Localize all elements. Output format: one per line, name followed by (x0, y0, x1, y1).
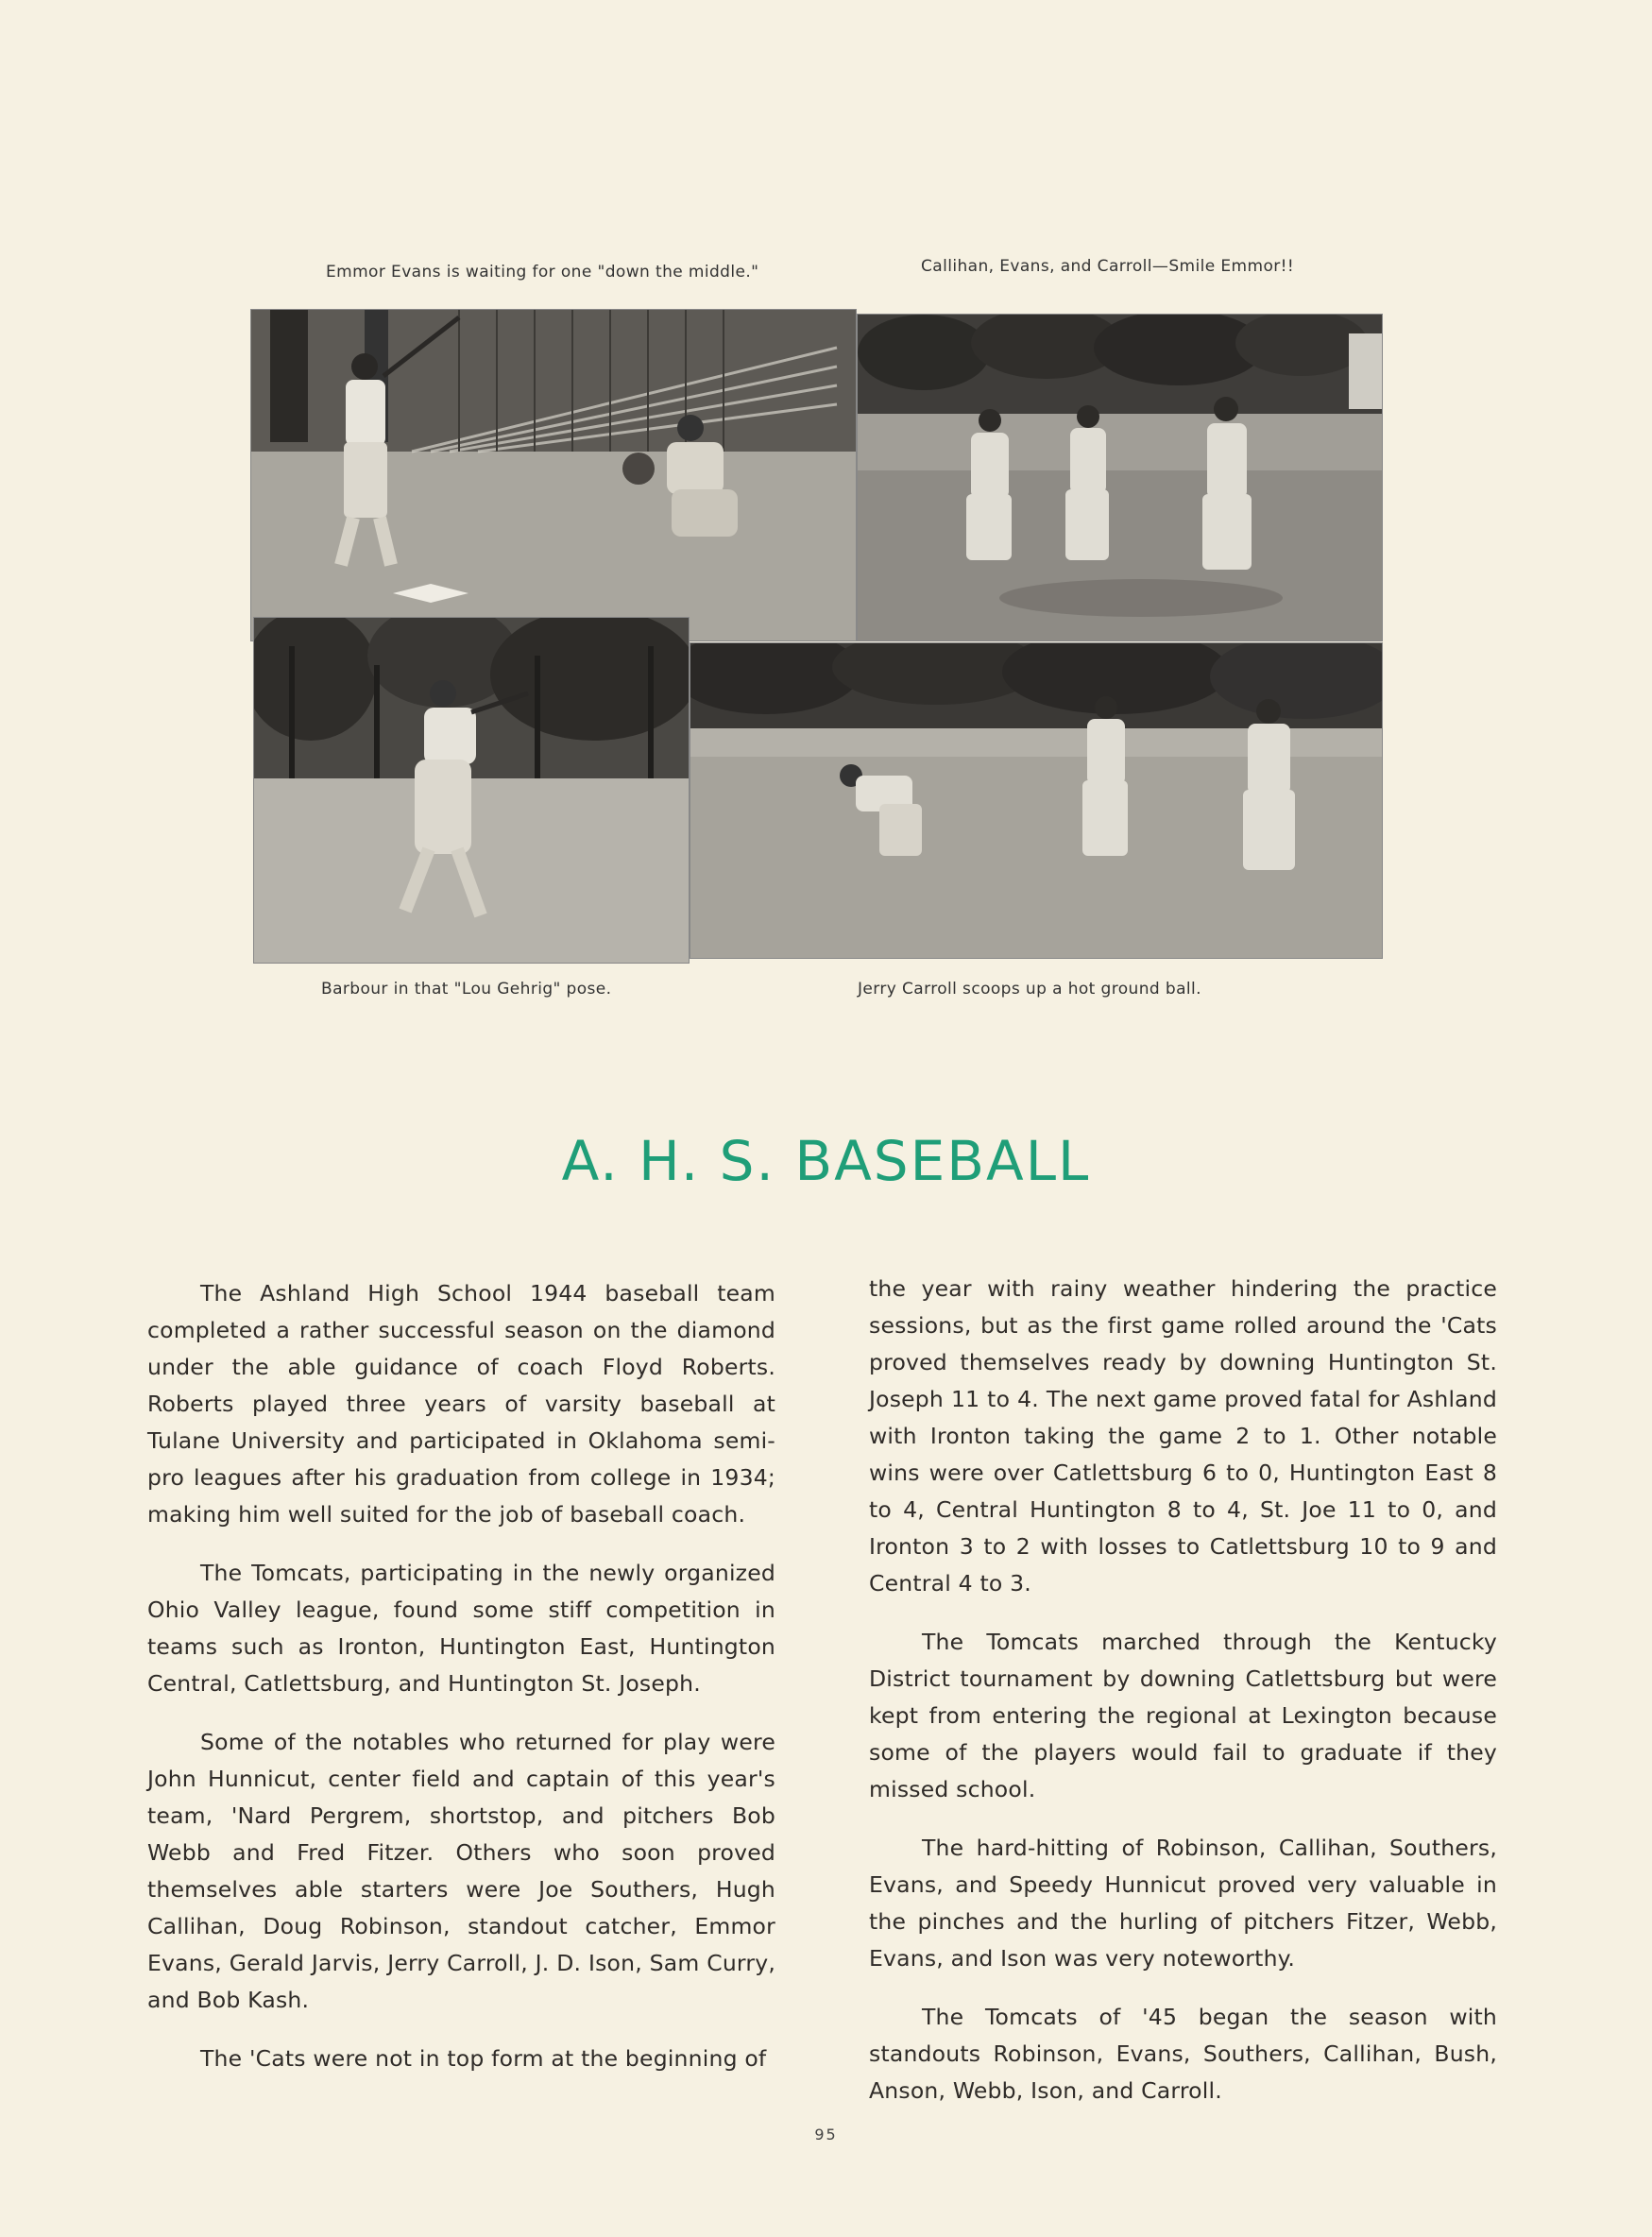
caption-batter: Emmor Evans is waiting for one "down the middle." (326, 263, 759, 282)
paragraph: The 'Cats were not in top form at the beginning of (200, 2045, 767, 2072)
photo-three-players (857, 314, 1383, 641)
paragraph: The Tomcats, participating in the newly organized Ohio Valley league, found some stiff competition in teams such as Ironton, Huntington East, Huntington Central, Catlettsburg, and Huntington St. Joseph. (147, 1560, 775, 1697)
article-column-left (147, 1275, 775, 2099)
paragraph: Some of the notables who returned for play were John Hunnicut, center field and captain of this year's team, 'Nard Pergrem, shortstop, and pitchers Bob Webb and Fred Fitzer. Others who soon proved themselves able starters were Joe Southers, Hugh Callihan, Doug Robinson, standout catcher, Emmor Evans, Gerald Jarvis, Jerry Carroll, J. D. Ison, Sam Curry, and Bob Kash. (147, 1729, 775, 2013)
paragraph: the year with rainy weather hindering the practice sessions, but as the first game rolled around the 'Cats proved themselves ready by downing Huntington St. Joseph 11 to 4. The next game proved fatal for Ashland with Ironton taking the game 2 to 1. Other notable wins were over Catlettsburg 6 to 0, Huntington East 8 to 4, Central Huntington 8 to 4, St. Joe 11 to 0, and Ironton 3 to 2 with losses to Catlettsburg 10 to 9 and Central 4 to 3. (869, 1275, 1497, 1597)
caption-ground-ball: Jerry Carroll scoops up a hot ground ball. (858, 980, 1201, 999)
page-title: A. H. S. BASEBALL (561, 1129, 1091, 1193)
paragraph: The Tomcats of '45 began the season with standouts Robinson, Evans, Southers, Callihan, Bush, Anson, Webb, Ison, and Carroll. (869, 2004, 1497, 2104)
paragraph: The Tomcats marched through the Kentucky District tournament by downing Catlettsburg but were kept from entering the regional at Lexington because some of the players would fail to graduate if they missed school. (869, 1629, 1497, 1802)
photo-gehrig-pose (253, 617, 690, 964)
caption-trio: Callihan, Evans, and Carroll—Smile Emmor!! (921, 257, 1295, 276)
article-column-right (869, 1271, 1497, 2131)
photo-ground-ball (690, 642, 1383, 959)
paragraph: The hard-hitting of Robinson, Callihan, Southers, Evans, and Speedy Hunnicut proved very valuable in the pinches and the hurling of pitchers Fitzer, Webb, Evans, and Ison was very noteworthy. (869, 1835, 1497, 1972)
paragraph: The Ashland High School 1944 baseball team completed a rather successful season on the diamond under the able guidance of coach Floyd Roberts. Roberts played three years of varsity baseball at Tulane University and participated in Oklahoma semi-pro leagues after his graduation from college in 1934; making him well suited for the job of baseball coach. (147, 1280, 775, 1528)
page-number: 95 (814, 2126, 838, 2143)
caption-gehrig: Barbour in that "Lou Gehrig" pose. (321, 980, 612, 999)
photo-batter-catcher (250, 309, 857, 641)
